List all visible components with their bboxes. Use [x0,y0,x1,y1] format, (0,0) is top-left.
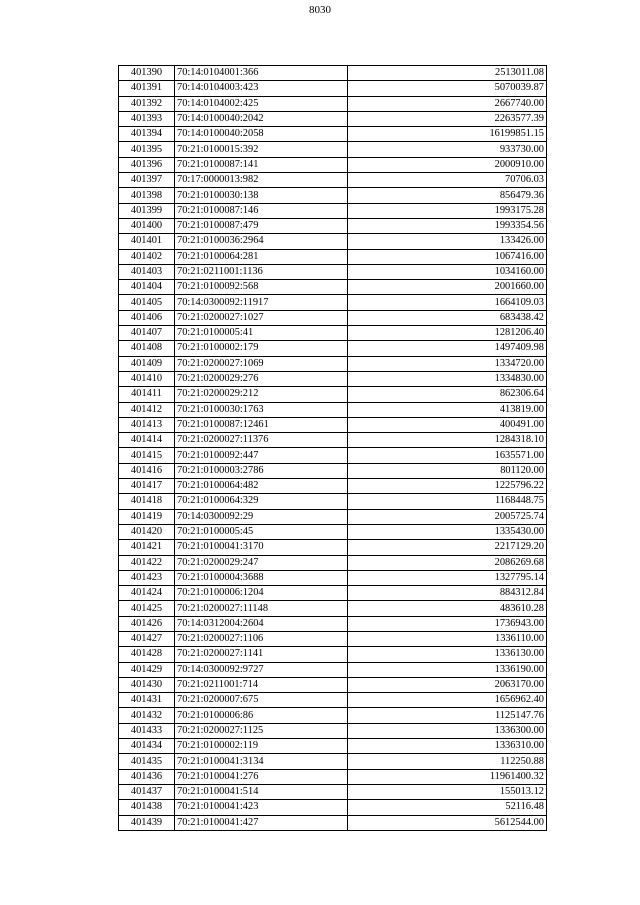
table-row [119,463,547,478]
row-number-cell: 401408 [119,341,175,356]
cadastral-value-cell: 2000910.00 [348,157,547,172]
cadastral-value-cell: 856479.36 [348,188,547,203]
cadastral-value-cell: 2001660.00 [348,280,547,295]
cadastral-number-cell: 70:21:0211001:714 [175,677,348,692]
cadastral-value-cell: 1635571.00 [348,448,547,463]
row-number-cell: 401391 [119,81,175,96]
cadastral-number-cell: 70:21:0100041:427 [175,815,348,830]
cadastral-value-cell: 1336130.00 [348,647,547,662]
row-number-cell: 401425 [119,601,175,616]
cadastral-number-cell: 70:21:0100092:447 [175,448,348,463]
cadastral-value-cell: 862306.64 [348,387,547,402]
cadastral-value-cell: 1336310.00 [348,739,547,754]
cadastral-number-cell: 70:21:0200007:675 [175,693,348,708]
cadastral-number-cell: 70:21:0100030:138 [175,188,348,203]
cadastral-value-cell: 1334720.00 [348,356,547,371]
cadastral-value-cell: 1336300.00 [348,723,547,738]
cadastral-number-cell: 70:17:0000013:982 [175,173,348,188]
table-row [119,555,547,570]
cadastral-number-cell: 70:21:0100064:482 [175,479,348,494]
cadastral-number-cell: 70:14:0104003:423 [175,81,348,96]
cadastral-number-cell: 70:21:0100036:2964 [175,234,348,249]
cadastral-number-cell: 70:21:0200027:1027 [175,310,348,325]
cadastral-number-cell: 70:21:0100005:41 [175,326,348,341]
cadastral-number-cell: 70:21:0200027:1141 [175,647,348,662]
cadastral-value-cell: 1034160.00 [348,264,547,279]
cadastral-number-cell: 70:21:0200029:276 [175,371,348,386]
table-row [119,693,547,708]
cadastral-number-cell: 70:21:0200029:247 [175,555,348,570]
table-row [119,586,547,601]
row-number-cell: 401419 [119,509,175,524]
cadastral-value-cell: 2005725.74 [348,509,547,524]
table-row [119,157,547,172]
table-row [119,647,547,662]
table-row [119,402,547,417]
row-number-cell: 401396 [119,157,175,172]
table-row [119,218,547,233]
cadastral-value-cell: 801120.00 [348,463,547,478]
row-number-cell: 401400 [119,218,175,233]
cadastral-value-cell: 1736943.00 [348,616,547,631]
row-number-cell: 401395 [119,142,175,157]
cadastral-number-cell: 70:21:0200027:11376 [175,433,348,448]
table-row [119,800,547,815]
cadastral-value-cell: 1335430.00 [348,524,547,539]
table-row [119,127,547,142]
row-number-cell: 401430 [119,677,175,692]
cadastral-value-cell: 11961400.32 [348,769,547,784]
table-row [119,326,547,341]
table-row [119,815,547,830]
cadastral-number-cell: 70:14:0300092:9727 [175,662,348,677]
table-row [119,708,547,723]
cadastral-number-cell: 70:21:0100005:45 [175,524,348,539]
table-row [119,188,547,203]
row-number-cell: 401404 [119,280,175,295]
cadastral-value-cell: 1125147.76 [348,708,547,723]
row-number-cell: 401415 [119,448,175,463]
cadastral-value-cell: 5070039.87 [348,81,547,96]
cadastral-value-cell: 52116.48 [348,800,547,815]
row-number-cell: 401432 [119,708,175,723]
table-row [119,96,547,111]
cadastral-number-cell: 70:14:0300092:29 [175,509,348,524]
row-number-cell: 401428 [119,647,175,662]
table-row [119,524,547,539]
cadastral-value-cell: 1656962.40 [348,693,547,708]
table-row [119,754,547,769]
table-row [119,479,547,494]
cadastral-value-cell: 1168448.75 [348,494,547,509]
cadastral-number-cell: 70:21:0100041:3134 [175,754,348,769]
table-row [119,280,547,295]
table-row [119,769,547,784]
row-number-cell: 401402 [119,249,175,264]
cadastral-number-cell: 70:21:0100064:281 [175,249,348,264]
cadastral-number-cell: 70:14:0100040:2042 [175,111,348,126]
table-body [119,66,547,831]
cadastral-value-cell: 884312.84 [348,586,547,601]
row-number-cell: 401412 [119,402,175,417]
cadastral-number-cell: 70:21:0100003:2786 [175,463,348,478]
row-number-cell: 401436 [119,769,175,784]
cadastral-value-cell: 1336110.00 [348,631,547,646]
row-number-cell: 401416 [119,463,175,478]
cadastral-value-table [118,65,547,831]
table-row [119,295,547,310]
cadastral-value-cell: 155013.12 [348,784,547,799]
cadastral-value-cell: 1336190.00 [348,662,547,677]
row-number-cell: 401399 [119,203,175,218]
row-number-cell: 401437 [119,784,175,799]
cadastral-value-cell: 1067416.00 [348,249,547,264]
table-row [119,662,547,677]
cadastral-number-cell: 70:21:0100041:3170 [175,540,348,555]
row-number-cell: 401422 [119,555,175,570]
cadastral-value-cell: 1225796.22 [348,479,547,494]
row-number-cell: 401411 [119,387,175,402]
table-row [119,142,547,157]
cadastral-value-cell: 933730.00 [348,142,547,157]
table-row [119,387,547,402]
table-row [119,601,547,616]
row-number-cell: 401421 [119,540,175,555]
table-row [119,66,547,81]
cadastral-number-cell: 70:21:0200027:11148 [175,601,348,616]
row-number-cell: 401420 [119,524,175,539]
cadastral-value-cell: 683438.42 [348,310,547,325]
cadastral-number-cell: 70:21:0200029:212 [175,387,348,402]
cadastral-value-cell: 2263577.39 [348,111,547,126]
table-row [119,111,547,126]
cadastral-value-cell: 5612544.00 [348,815,547,830]
cadastral-value-cell: 2063170.00 [348,677,547,692]
table-row [119,540,547,555]
row-number-cell: 401434 [119,739,175,754]
table-row [119,448,547,463]
table-row [119,784,547,799]
row-number-cell: 401392 [119,96,175,111]
cadastral-value-cell: 70706.03 [348,173,547,188]
row-number-cell: 401413 [119,417,175,432]
row-number-cell: 401414 [119,433,175,448]
cadastral-value-cell: 1281206.40 [348,326,547,341]
page-number: 8030 [309,4,331,16]
cadastral-number-cell: 70:21:0200027:1125 [175,723,348,738]
row-number-cell: 401410 [119,371,175,386]
cadastral-value-cell: 2217129.20 [348,540,547,555]
table-row [119,723,547,738]
cadastral-value-cell: 2086269.68 [348,555,547,570]
row-number-cell: 401405 [119,295,175,310]
table-row [119,234,547,249]
table-row [119,417,547,432]
cadastral-number-cell: 70:21:0100041:276 [175,769,348,784]
cadastral-number-cell: 70:21:0100002:119 [175,739,348,754]
row-number-cell: 401418 [119,494,175,509]
cadastral-number-cell: 70:14:0100040:2058 [175,127,348,142]
table-row [119,81,547,96]
cadastral-number-cell: 70:14:0300092:11917 [175,295,348,310]
cadastral-value-cell: 1664109.03 [348,295,547,310]
cadastral-number-cell: 70:14:0104001:366 [175,66,348,81]
cadastral-value-cell: 2513011.08 [348,66,547,81]
cadastral-number-cell: 70:21:0100041:514 [175,784,348,799]
table-row [119,433,547,448]
row-number-cell: 401390 [119,66,175,81]
cadastral-value-cell: 1284318.10 [348,433,547,448]
cadastral-number-cell: 70:21:0200027:1106 [175,631,348,646]
row-number-cell: 401429 [119,662,175,677]
cadastral-value-cell: 1334830.00 [348,371,547,386]
table-row [119,494,547,509]
row-number-cell: 401409 [119,356,175,371]
table-row [119,509,547,524]
row-number-cell: 401398 [119,188,175,203]
row-number-cell: 401433 [119,723,175,738]
cadastral-number-cell: 70:21:0100030:1763 [175,402,348,417]
cadastral-value-cell: 483610.28 [348,601,547,616]
cadastral-value-cell: 2667740.00 [348,96,547,111]
table-row [119,264,547,279]
row-number-cell: 401427 [119,631,175,646]
row-number-cell: 401403 [119,264,175,279]
cadastral-number-cell: 70:21:0100087:141 [175,157,348,172]
table-row [119,739,547,754]
cadastral-number-cell: 70:21:0100002:179 [175,341,348,356]
cadastral-number-cell: 70:21:0100087:12461 [175,417,348,432]
cadastral-value-cell: 1497409.98 [348,341,547,356]
row-number-cell: 401435 [119,754,175,769]
row-number-cell: 401393 [119,111,175,126]
cadastral-value-cell: 1993354.56 [348,218,547,233]
table-row [119,249,547,264]
cadastral-value-cell: 400491.00 [348,417,547,432]
cadastral-value-cell: 413819.00 [348,402,547,417]
row-number-cell: 401424 [119,586,175,601]
cadastral-value-cell: 1993175.28 [348,203,547,218]
row-number-cell: 401401 [119,234,175,249]
cadastral-number-cell: 70:21:0100015:392 [175,142,348,157]
cadastral-number-cell: 70:14:0312004:2604 [175,616,348,631]
table-row [119,310,547,325]
row-number-cell: 401423 [119,570,175,585]
cadastral-number-cell: 70:21:0100006:1204 [175,586,348,601]
cadastral-number-cell: 70:21:0100087:146 [175,203,348,218]
row-number-cell: 401406 [119,310,175,325]
cadastral-value-cell: 16199851.15 [348,127,547,142]
cadastral-number-cell: 70:14:0104002:425 [175,96,348,111]
cadastral-value-cell: 1327795.14 [348,570,547,585]
row-number-cell: 401417 [119,479,175,494]
row-number-cell: 401394 [119,127,175,142]
row-number-cell: 401438 [119,800,175,815]
table-row [119,356,547,371]
cadastral-number-cell: 70:21:0100064:329 [175,494,348,509]
table-row [119,677,547,692]
row-number-cell: 401431 [119,693,175,708]
cadastral-number-cell: 70:21:0100092:568 [175,280,348,295]
table-row [119,371,547,386]
cadastral-number-cell: 70:21:0211001:1136 [175,264,348,279]
cadastral-number-cell: 70:21:0200027:1069 [175,356,348,371]
table-row [119,616,547,631]
row-number-cell: 401397 [119,173,175,188]
cadastral-number-cell: 70:21:0100041:423 [175,800,348,815]
table-row [119,631,547,646]
table-row [119,173,547,188]
table-row [119,341,547,356]
row-number-cell: 401439 [119,815,175,830]
cadastral-value-cell: 112250.88 [348,754,547,769]
cadastral-value-cell: 133426.00 [348,234,547,249]
table-row [119,203,547,218]
row-number-cell: 401426 [119,616,175,631]
table-row [119,570,547,585]
cadastral-number-cell: 70:21:0100087:479 [175,218,348,233]
cadastral-number-cell: 70:21:0100006:86 [175,708,348,723]
row-number-cell: 401407 [119,326,175,341]
cadastral-number-cell: 70:21:0100004:3688 [175,570,348,585]
